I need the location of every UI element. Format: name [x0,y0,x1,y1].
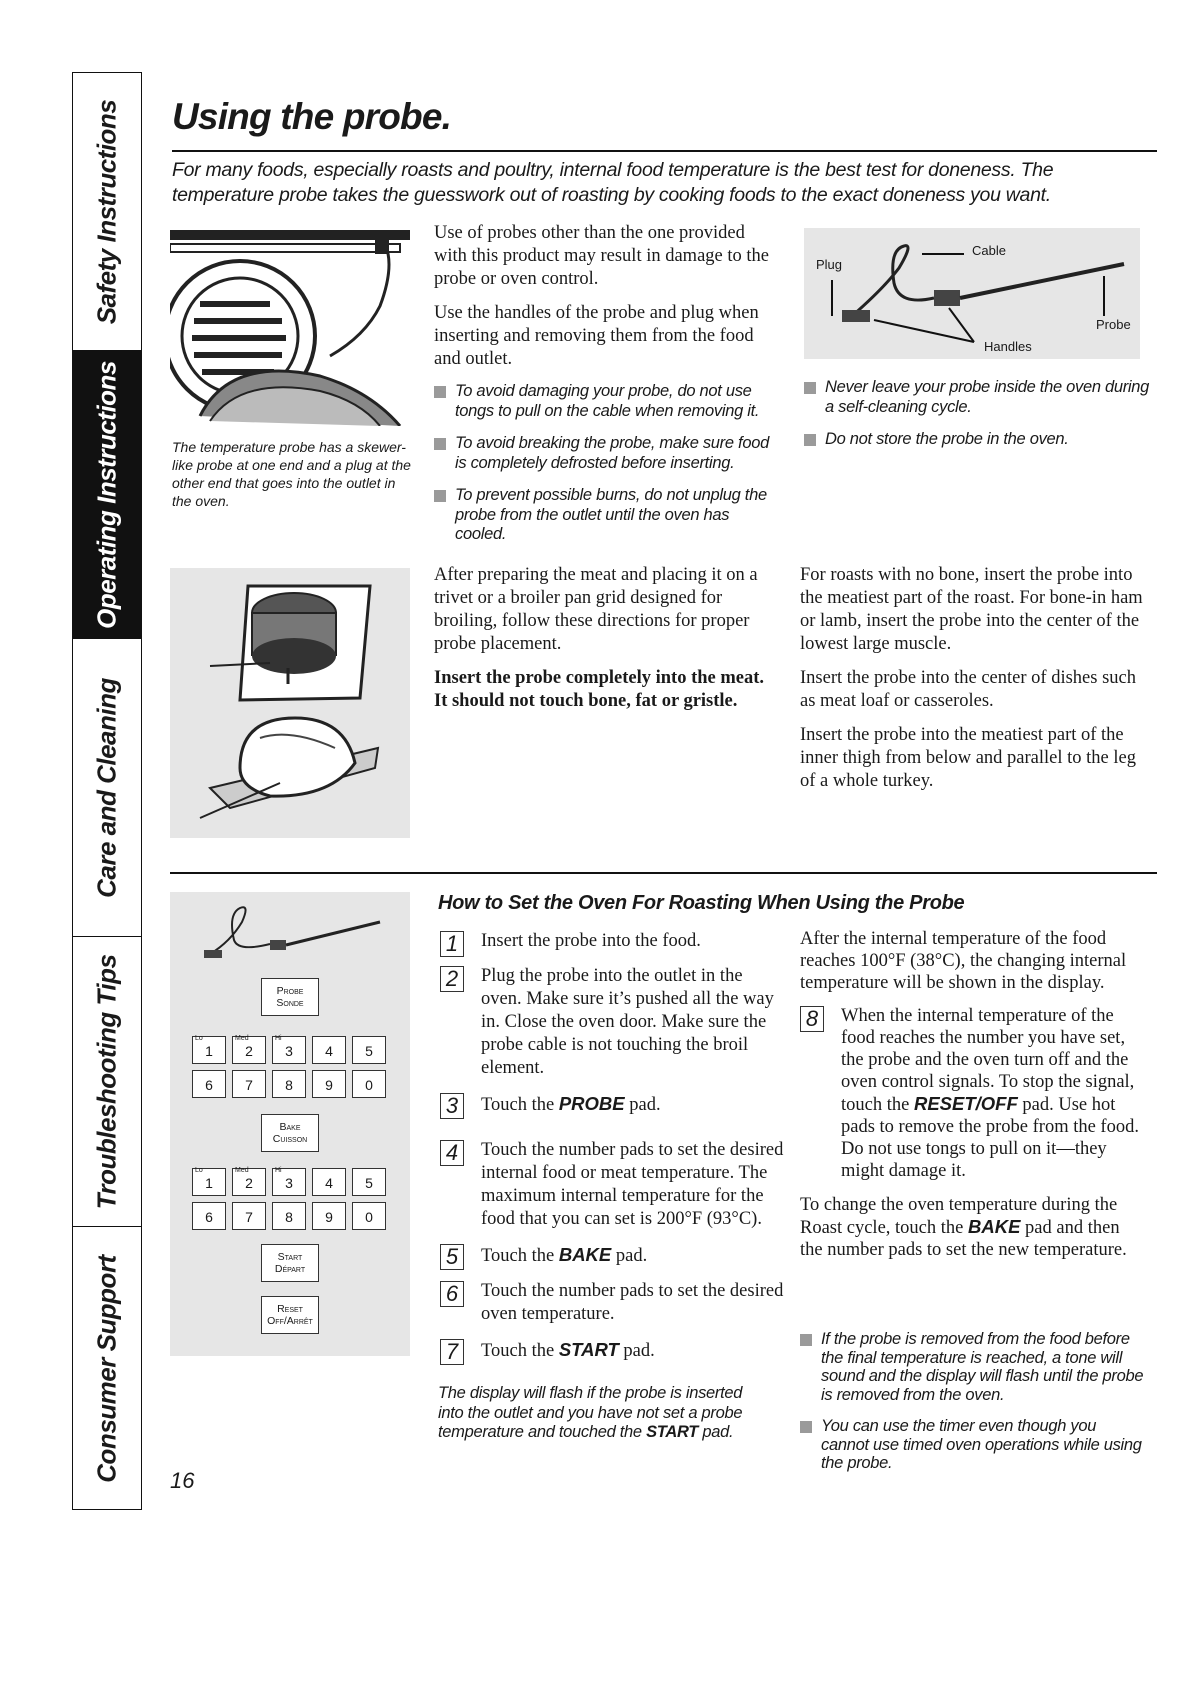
probe-caption: The temperature probe has a skewer-like probe at one end and a plug at the other end that goes into the outlet in the oven. [172,439,411,509]
diagram-label-probe: Probe [1096,317,1131,332]
start-pad[interactable]: Start Départ [261,1244,319,1282]
probe-parts-diagram [804,228,1140,359]
number-pad-5[interactable]: 5 [352,1168,386,1196]
bullet-item: To avoid damaging your probe, do not use tongs to pull on the cable when removing it. [434,382,769,421]
number-pad-8[interactable]: 8 [272,1070,306,1098]
placement-paragraph: After preparing the meat and placing it on a trivet or a broiler pan grid designed for broiling, follow these directions for proper probe placement. [434,565,758,654]
change-temp-paragraph: To change the oven temperature during the Roast cycle, touch the BAKE pad and then the number pads to set the new temperature. [800,1195,1127,1260]
probe-warning-paragraph: Use of probes other than the one provided with this product may result in damage to the probe or oven control. [434,223,769,289]
bullet-item: You can use the timer even though you cannot use timed oven operations while using the probe. [800,1417,1145,1473]
number-pad-7[interactable]: 7 [232,1202,266,1230]
number-pad-1[interactable]: Lo 1 [192,1168,226,1196]
placement-tips [800,564,1145,804]
placement-tip: Insert the probe into the center of dishes such as meat loaf or casseroles. [800,668,1136,711]
bullet-item: Do not store the probe in the oven. [804,430,1154,450]
number-pad-3[interactable]: Hi 3 [272,1036,306,1064]
bullet-item: If the probe is removed from the food before the final temperature is reached, a tone will sound and the display will flash until the probe is removed from the oven. [800,1330,1145,1404]
display-flash-note: The display will flash if the probe is inserted into the outlet and you have not set a probe temperature and touched the START pad. [438,1384,743,1441]
number-pad-0[interactable]: 0 [352,1070,386,1098]
intro-text: For many foods, especially roasts and poultry, internal food temperature is the best test for doneness. The temperature probe takes the guesswork out of roasting by cooking foods to the exact doneness you want. [172,159,1054,206]
bullet-item: To avoid breaking the probe, make sure food is completely defrosted before inserting. [434,434,769,473]
number-pad-9[interactable]: 9 [312,1070,346,1098]
bullet-item: Never leave your probe inside the oven during a self-cleaning cycle. [804,378,1154,417]
insert-warning: Insert the probe completely into the meat. It should not touch bone, fat or gristle. [434,668,765,711]
number-pad-6[interactable]: 6 [192,1070,226,1098]
roasting-heading: How to Set the Oven For Roasting When Using the Probe [438,892,965,914]
section-sidebar [72,72,142,1510]
bullet-square-icon [434,490,446,502]
probe-storage-bullets [804,378,1154,463]
placement-tip: For roasts with no bone, insert the probe into the meatiest part of the roast. For bone-in ham or lamb, insert the probe into the center of the lowest large muscle. [800,565,1143,654]
tab-safety-instructions[interactable]: Safety Instructions [73,73,141,351]
step-item: 8 When the internal temperature of the food reaches the number you have set, the probe and the oven turn off and the oven control signals. To stop the signal, touch the RESET/OFF pad. Use hot pads to remove the probe from the food. Do not use tongs to pull on it—they might damage it. [800,1005,1145,1182]
control-panel-illustration [170,892,410,1356]
probe-sketch [170,892,410,967]
tab-operating-instructions[interactable]: Operating Instructions [73,351,141,639]
bullet-square-icon [804,382,816,394]
internal-temp-paragraph: After the internal temperature of the food reaches 100°F (38°C), the changing internal temperature will be shown in the display. [800,929,1127,993]
probe-pad[interactable]: Probe Sonde [261,978,319,1016]
number-pad-1[interactable]: Lo 1 [192,1036,226,1064]
diagram-label-plug: Plug [816,257,843,272]
step-item: 7 Touch the START pad. [440,1338,785,1363]
roasting-notes [800,1330,1145,1486]
number-pad-6[interactable]: 6 [192,1202,226,1230]
step-item: 5 Touch the BAKE pad. [440,1243,785,1268]
placement-tip: Insert the probe into the meatiest part of the inner thigh from below and parallel to the leg of a whole turkey. [800,725,1136,791]
probe-care-bullets [434,382,769,558]
number-pad-9[interactable]: 9 [312,1202,346,1230]
number-pad-5[interactable]: 5 [352,1036,386,1064]
step-item: 4 Touch the number pads to set the desired internal food or meat temperature. The maximum internal temperature for the food that you can set is 200°F (93°C). [440,1139,785,1231]
diagram-label-cable: Cable [972,243,1006,258]
reset-off-pad[interactable]: Reset Off/Arrêt [261,1296,319,1334]
page-title: Using the probe. [172,96,452,137]
placement-text [434,564,769,724]
number-pad-3[interactable]: Hi 3 [272,1168,306,1196]
number-pad-8[interactable]: 8 [272,1202,306,1230]
number-pad-0[interactable]: 0 [352,1202,386,1230]
title-rule [172,150,1157,152]
probe-usage-text [434,222,774,382]
bullet-square-icon [434,438,446,450]
number-pad-2[interactable]: Med 2 [232,1036,266,1064]
number-pad-4[interactable]: 4 [312,1168,346,1196]
roasting-steps [440,930,785,1375]
tab-consumer-support[interactable]: Consumer Support [91,1255,122,1483]
number-pad-4[interactable]: 4 [312,1036,346,1064]
diagram-label-handles: Handles [984,339,1032,354]
step-item: 2 Plug the probe into the outlet in the oven. Make sure it’s pushed all the way in. Close the oven door. Make sure the probe cable is not touching the broil element. [440,965,785,1080]
section-rule [170,872,1157,874]
step-item: 3 Touch the PROBE pad. [440,1092,785,1117]
probe-handles-paragraph: Use the handles of the probe and plug when inserting and removing them from the food and outlet. [434,303,759,369]
bake-pad[interactable]: Bake Cuisson [261,1114,319,1152]
number-pad-2[interactable]: Med 2 [232,1168,266,1196]
tab-care-and-cleaning[interactable]: Care and Cleaning [73,639,141,937]
bullet-square-icon [434,386,446,398]
bullet-item: To prevent possible burns, do not unplug the probe from the outlet until the oven has cooled. [434,486,769,545]
step-item: 6 Touch the number pads to set the desired oven temperature. [440,1280,785,1326]
roasting-right-column [800,928,1145,1272]
page-number: 16 [170,1468,195,1493]
bullet-square-icon [800,1334,812,1346]
roast-and-turkey-illustration [170,568,410,838]
step-item: 1 Insert the probe into the food. [440,930,785,953]
oven-probe-illustration [170,226,410,426]
bullet-square-icon [800,1421,812,1433]
number-pad-7[interactable]: 7 [232,1070,266,1098]
tab-troubleshooting-tips[interactable]: Troubleshooting Tips [73,937,141,1227]
bullet-square-icon [804,434,816,446]
